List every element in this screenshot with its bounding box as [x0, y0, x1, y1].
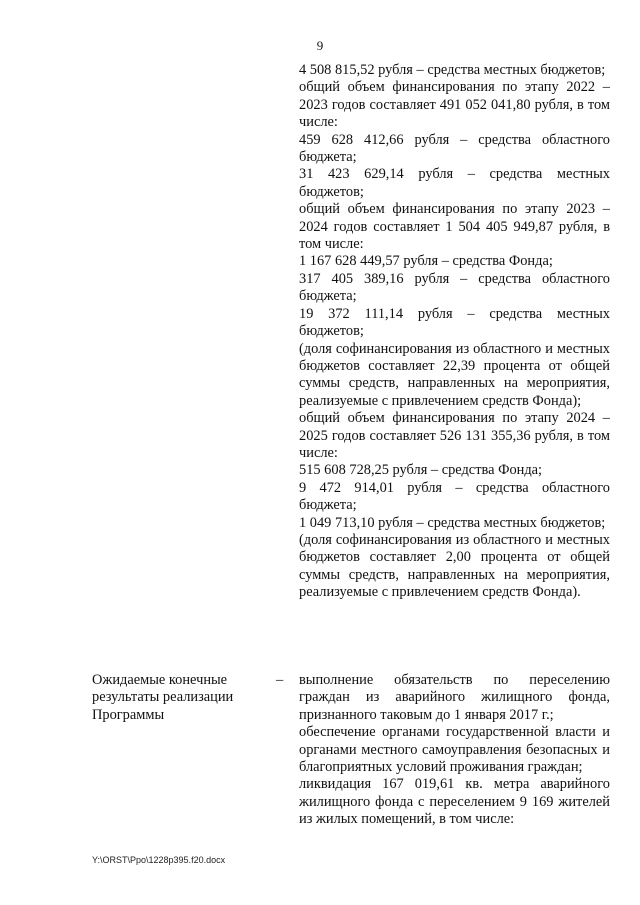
result-item: ликвидация 167 019,61 кв. метра аварийного жилищного фонда с переселением 9 169 жителей из жилых помещений, в том числе:	[299, 776, 610, 828]
funding-line: общий объем финансирования по этапу 2023 – 2024 годов составляет 1 504 405 949,87 рубля, в том числе:	[299, 201, 610, 253]
funding-details	[299, 62, 610, 602]
results-label: Ожидаемые конечные результаты реализации Программы	[92, 672, 234, 723]
funding-line: общий объем финансирования по этапу 2024 – 2025 годов составляет 526 131 355,36 рубля, в том числе:	[299, 410, 610, 461]
funding-line: 19 372 111,14 рубля – средства местных бюджетов;	[299, 305, 610, 340]
funding-line: 515 608 728,25 рубля – средства Фонда;	[299, 462, 543, 479]
funding-line: 4 508 815,52 рубля – средства местных бюджетов;	[299, 62, 606, 78]
funding-line: 1 049 713,10 рубля – средства местных бюджетов;	[299, 514, 606, 531]
funding-line: (доля софинансирования из областного и местных бюджетов составляет 2,00 процента от общей суммы средств, направленных на мероприятия, реализуемые с привлечением средств Фонда).	[299, 531, 610, 601]
results-details	[299, 672, 610, 829]
funding-line: 459 628 412,66 рубля – средства областного бюджета;	[299, 131, 610, 166]
funding-line: 1 167 628 449,57 рубля – средства Фонда;	[299, 253, 553, 270]
page-number: 9	[316, 38, 324, 53]
funding-line: (доля софинансирования из областного и местных бюджетов составляет 22,39 процента от общей суммы средств, направленных на мероприятия, реализуемые с привлечением средств Фонда);	[299, 340, 610, 409]
footer-file-path: Y:\ORST\Ppo\1228p395.f20.docx	[92, 855, 226, 865]
funding-line: 31 423 629,14 рубля – средства местных бюджетов;	[299, 166, 610, 200]
funding-line: 9 472 914,01 рубля – средства областного бюджета;	[299, 479, 610, 514]
results-dash: –	[276, 672, 284, 688]
result-item: выполнение обязательств по переселению граждан из аварийного жилищного фонда, признанного таковым до 1 января 2017 г.;	[299, 672, 610, 723]
funding-line: общий объем финансирования по этапу 2022 – 2023 годов составляет 491 052 041,80 рубля, в том числе:	[299, 79, 610, 131]
result-item: обеспечение органами государственной власти и органами местного самоуправления безопасных и благоприятных условий проживания граждан;	[299, 724, 610, 776]
funding-line: 317 405 389,16 рубля – средства областного бюджета;	[299, 270, 610, 305]
